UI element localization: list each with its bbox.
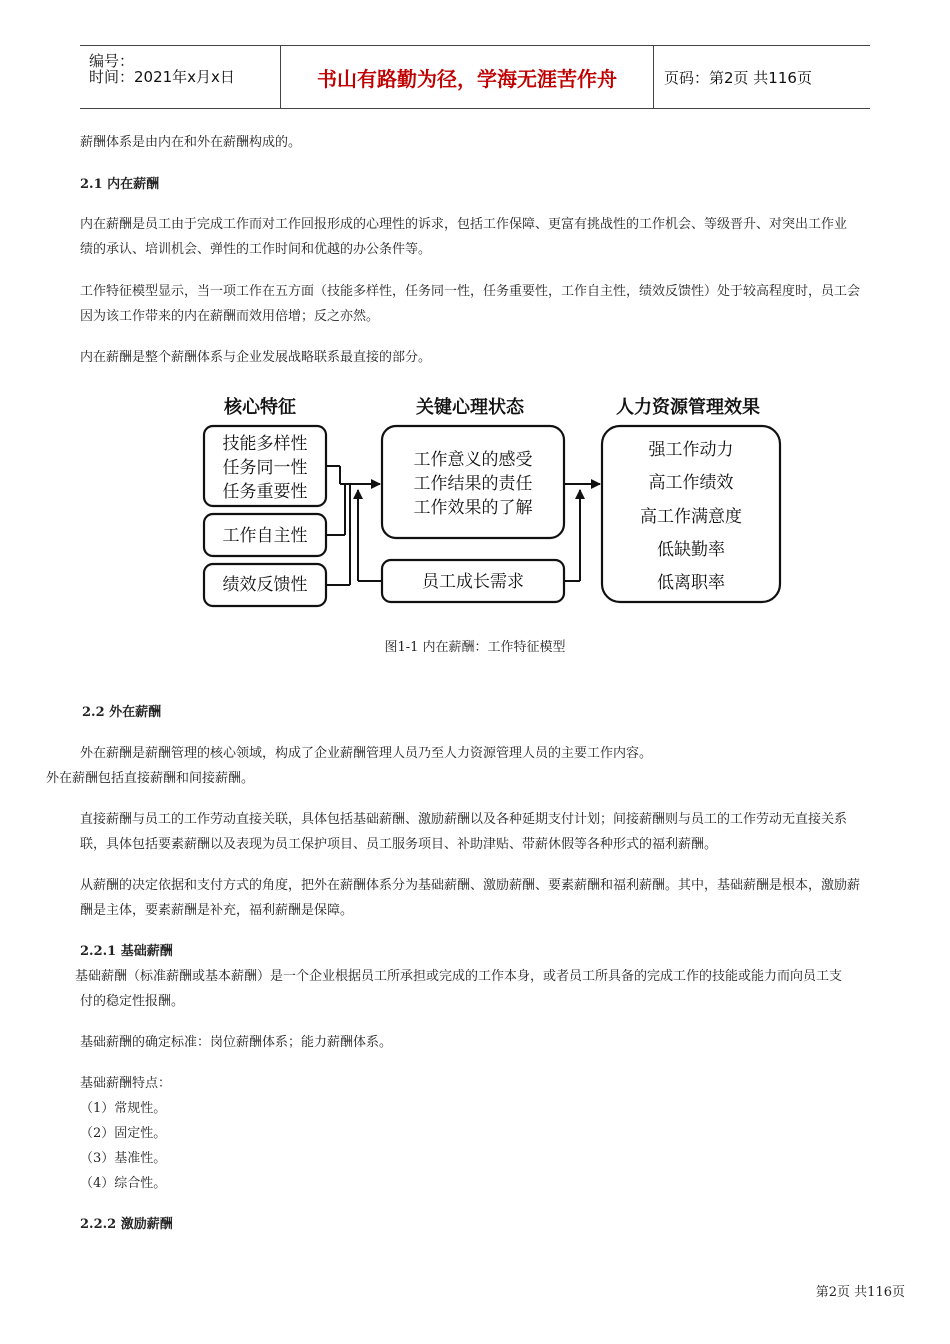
list-item: （2）固定性。 xyxy=(80,1126,167,1141)
core-connectors xyxy=(326,466,380,585)
col-title-states: 关键心理状态 xyxy=(416,397,524,418)
s21-p2-line1: 工作特征模型显示，当一项工作在五方面（技能多样性，任务同一性，任务重要性，工作自主性，绩效反馈性）处于较高程度时，员工会 xyxy=(80,284,861,299)
header-time: 时间：2021年x月x日 xyxy=(89,68,235,86)
s22-p2-line2: 联，具体包括要素薪酬以及表现为员工保护项目、员工服务项目、补助津贴、带薪休假等各种形式的福利薪酬。 xyxy=(80,837,718,852)
list-item: （3）基准性。 xyxy=(80,1151,167,1166)
outcome-motivation: 强工作动力 xyxy=(648,440,734,460)
s22-p1-line2: 外在薪酬包括直接薪酬和间接薪酬。 xyxy=(46,771,255,786)
s22-p3-line1: 从薪酬的决定依据和支付方式的角度，把外在薪酬体系分为基础薪酬、激励薪酬、要素薪酬和福利薪酬。其中，基础薪酬是根本，激励薪 xyxy=(80,878,861,893)
core-feedback: 绩效反馈性 xyxy=(222,575,308,595)
state-knowledge: 工作效果的了解 xyxy=(413,498,533,518)
header-page-number: 页码：第2页 共116页 xyxy=(664,68,812,87)
s221-p1-line2: 付的稳定性报酬。 xyxy=(80,994,185,1009)
s21-p1-line1: 内在薪酬是员工由于完成工作而对工作回报形成的心理性的诉求，包括工作保障、更富有挑战性的工作机会、等级晋升、对突出工作业 xyxy=(80,217,848,232)
s21-p1-line2: 绩的承认、培训机会、弹性的工作时间和优越的办公条件等。 xyxy=(80,242,432,257)
s221-p1-line1: 基础薪酬（标准薪酬或基本薪酬）是一个企业根据员工所承担或完成的工作本身，或者员工所具备的完成工作的技能或能力而向员工支 xyxy=(75,969,843,984)
figure-caption: 图1-1 内在薪酬：工作特征模型 xyxy=(384,640,566,655)
state-responsibility: 工作结果的责任 xyxy=(413,474,533,494)
section-2-2-2-heading: 2.2.2 激励薪酬 xyxy=(80,1217,173,1232)
s21-p3: 内在薪酬是整个薪酬体系与企业发展战略联系最直接的部分。 xyxy=(80,350,432,365)
state-meaningfulness: 工作意义的感受 xyxy=(413,450,533,470)
col-title-core: 核心特征 xyxy=(224,397,296,418)
s21-p2-line2: 因为该工作带来的内在薪酬而效用倍增；反之亦然。 xyxy=(80,309,380,324)
outcome-turnover: 低离职率 xyxy=(657,573,725,593)
section-2-2-heading: 2.2 外在薪酬 xyxy=(82,705,162,720)
growth-need: 员工成长需求 xyxy=(422,572,524,592)
outcome-satisfaction: 高工作满意度 xyxy=(640,507,742,527)
outcome-absenteeism: 低缺勤率 xyxy=(657,540,725,560)
s22-p1-line1: 外在薪酬是薪酬管理的核心领域，构成了企业薪酬管理人员乃至人力资源管理人员的主要工作内容。 xyxy=(80,746,653,761)
s221-p3: 基础薪酬特点： xyxy=(80,1076,172,1091)
s22-p3-line2: 酬是主体，要素薪酬是补充，福利薪酬是保障。 xyxy=(80,903,354,918)
s22-p2-line1: 直接薪酬与员工的工作劳动直接关联，具体包括基础薪酬、激励薪酬以及各种延期支付计划；间接薪酬则与员工的工作劳动无直接关系 xyxy=(80,812,848,827)
header-motto: 书山有路勤为径，学海无涯苦作舟 xyxy=(281,46,654,108)
job-characteristics-diagram xyxy=(200,390,785,610)
core-autonomy: 工作自主性 xyxy=(222,526,308,546)
list-item: （1）常规性。 xyxy=(80,1101,167,1116)
section-2-2-1-heading: 2.2.1 基础薪酬 xyxy=(80,944,173,959)
list-item: （4）综合性。 xyxy=(80,1176,167,1191)
col-title-outcomes: 人力资源管理效果 xyxy=(616,397,760,418)
page-header xyxy=(80,45,870,109)
section-2-1-heading: 2.1 内在薪酬 xyxy=(80,177,160,192)
core-task-significance: 任务重要性 xyxy=(222,482,308,502)
diagram-svg xyxy=(200,390,785,610)
s221-p2: 基础薪酬的确定标准：岗位薪酬体系；能力薪酬体系。 xyxy=(80,1035,393,1050)
header-meta xyxy=(80,46,281,108)
intro-paragraph: 薪酬体系是由内在和外在薪酬构成的。 xyxy=(80,135,302,150)
outcome-performance: 高工作绩效 xyxy=(648,473,734,493)
header-number: 编号： xyxy=(89,52,135,70)
page-footer: 第2页 共116页 xyxy=(815,1285,905,1300)
core-task-identity: 任务同一性 xyxy=(222,458,308,478)
core-skill-variety: 技能多样性 xyxy=(222,434,308,454)
